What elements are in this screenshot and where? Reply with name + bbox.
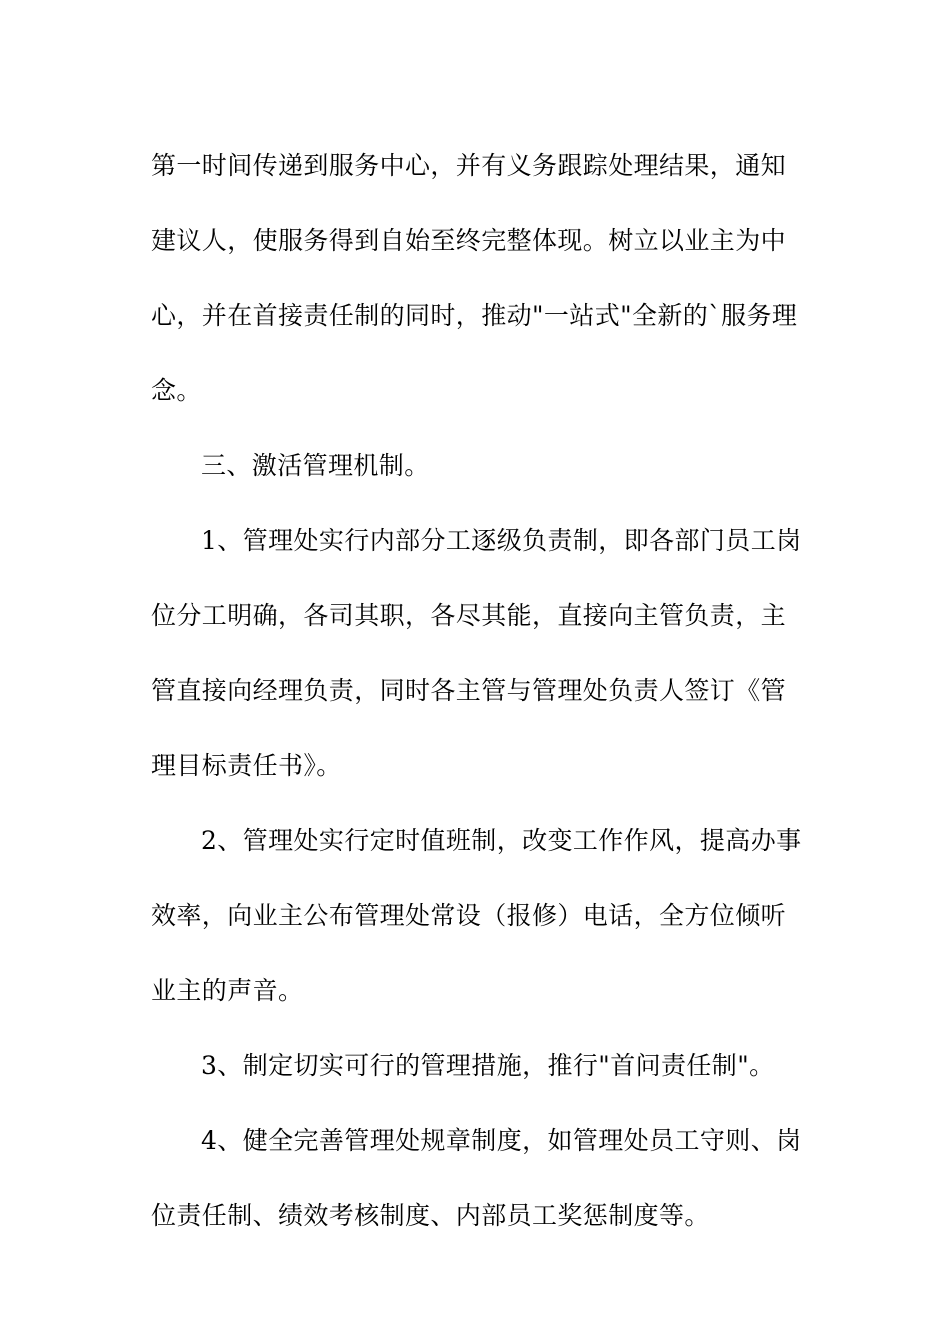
text-line: 三、激活管理机制。: [201, 451, 430, 480]
text-line: 2、管理处实行定时值班制，改变工作作风，提高办事: [201, 826, 802, 855]
paragraph-item-1: [151, 503, 811, 803]
text-line: 理目标责任书》。: [151, 751, 342, 780]
text-line: 4、健全完善管理处规章制度，如管理处员工守则、岗: [201, 1126, 802, 1155]
text-line: 建议人，使服务得到自始至终完整体现。树立以业主为中: [151, 226, 787, 255]
text-line: 效率，向业主公布管理处常设（报修）电话，全方位倾听: [151, 901, 787, 930]
text-line: 第一时间传递到服务中心，并有义务跟踪处理结果，通知: [151, 151, 787, 180]
paragraph-item-4: [151, 1103, 811, 1253]
text-line: 3、制定切实可行的管理措施，推行"首问责任制"。: [201, 1051, 775, 1080]
text-line: 业主的声音。: [151, 976, 304, 1005]
text-line: 位责任制、绩效考核制度、内部员工奖惩制度等。: [151, 1201, 710, 1230]
text-line: 1、管理处实行内部分工逐级负责制，即各部门员工岗: [201, 526, 802, 555]
text-line: 念。: [151, 376, 202, 405]
text-line: 管直接向经理负责，同时各主管与管理处负责人签订《管: [151, 676, 787, 705]
paragraph-continuation: [151, 128, 811, 428]
paragraph-item-3: [151, 1028, 811, 1103]
text-line: 位分工明确，各司其职，各尽其能，直接向主管负责，主: [151, 601, 787, 630]
paragraph-item-2: [151, 803, 811, 1028]
text-line: 心，并在首接责任制的同时，推动"一站式"全新的`服务理: [151, 301, 798, 330]
section-heading: [151, 428, 811, 503]
document-body: [151, 128, 811, 1253]
